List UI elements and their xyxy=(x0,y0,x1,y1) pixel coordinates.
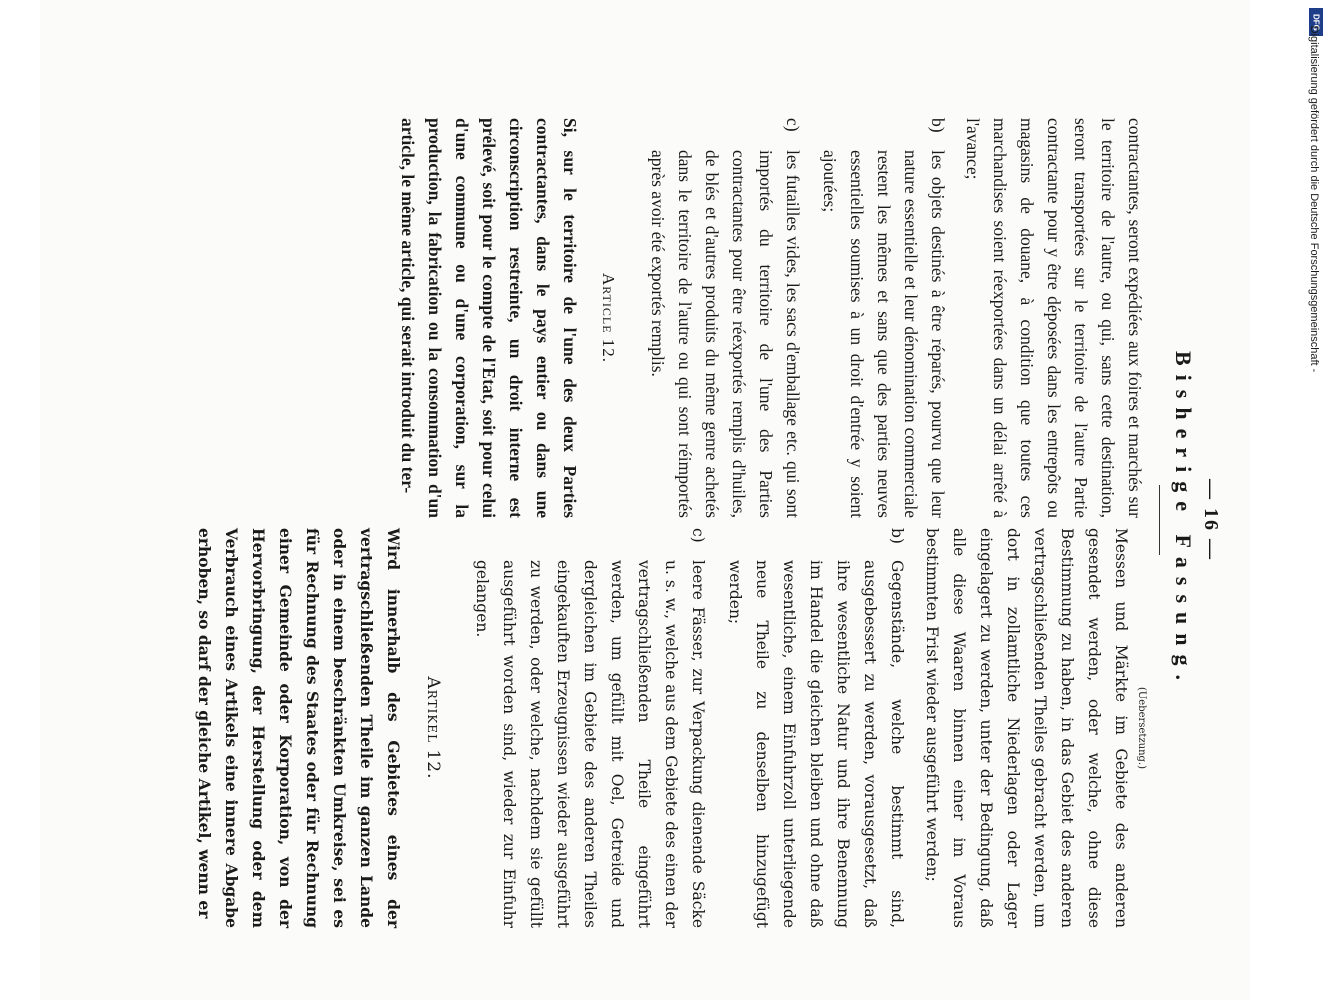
german-item-c xyxy=(468,528,711,928)
title-rule xyxy=(1159,485,1160,555)
page-number: — 16 — xyxy=(1200,479,1222,561)
item-text: les objets destinés à être réparés, pourvu que leur nature essentielle et leur dénomination commerciale restent les mêmes et sans que des parties neuves essentielles soumises à un droit d'entrée y soient ajoutées; xyxy=(820,150,948,518)
french-article-heading: Article 12. xyxy=(599,272,618,364)
section-title: Bisherige Fassung. xyxy=(1171,350,1196,690)
funding-note xyxy=(1306,10,1322,390)
item-marker: c) xyxy=(689,528,707,543)
french-item-c xyxy=(644,118,806,518)
french-article-text: Si, sur le territoire de l'une des deux Parties contractantes, dans le pays entier ou dans une circonscription restreinte, un droit interne est prélevé, soit pour le compte de l'Etat, soit pour celui d'une commune ou d'une corporation, sur la production, la fabrication ou la consommation d'un article, le même article, qui serait introduit du ter- xyxy=(398,118,580,518)
item-marker: b) xyxy=(888,528,906,544)
translation-note: (Uebersetzung.) xyxy=(1136,686,1147,770)
german-column xyxy=(183,528,1148,928)
french-column xyxy=(386,118,1148,518)
item-text: Gegenstände, welche bestimmt sind, ausgebessert zu werden, vorausgesetzt, daß ihre wesentliche Natur und ihre Benennung im Handel die gleichen bleiben und ohne daß wesentliche, einem Einfuhrzoll unterliegende neue Theile zu denselben hinzugefügt werden; xyxy=(726,560,906,928)
dfg-logo-icon: DFG xyxy=(1309,8,1323,36)
scanned-page xyxy=(40,0,1250,1000)
german-continuation: Messen und Märkte im Gebiete des anderen gesendet werden, oder welche, ohne diese Bestimmung zu haben, in das Gebiet des anderen vertragschließenden Theiles gebracht werden, um dort in zollamtliche Niederlagen oder Lager eingelagert zu werden, unter der Bedingung, daß alle diese Waaren binnen einer im Voraus bestimmten Frist wieder ausgeführt werden; xyxy=(923,528,1130,928)
item-text: leere Fässer, zur Verpackung dienende Säcke u. s. w., welche aus dem Gebiete des einen der vertragschließenden Theile eingeführt werden, um gefüllt mit Oel, Getreide und dergleichen im Gebiete des anderen Theiles eingekauften Erzeugnissen wieder ausgeführt zu werden, oder welche, nachdem sie gefüllt ausgeführt worden sind, wieder zur Einfuhr gelangen. xyxy=(473,560,707,928)
item-text: les futailles vides, les sacs d'emballage etc. qui sont importés du territoire de l'une des Parties contractantes pour être réexportés remplis d'huiles, de blés et d'autres produits du même genre achetés dans le territoire de l'autre ou qui sont réimportés après avoir été exportés remplis. xyxy=(648,150,803,518)
german-article-heading: Artikel 12. xyxy=(423,676,443,780)
item-marker: c) xyxy=(783,118,803,132)
funding-note-text: Digitalisierung gefördert durch die Deutsche Forschungsgemeinschaft - xyxy=(1308,25,1320,373)
german-article-text: Wird innerhalb des Gebietes eines der vertragschließenden Theile im ganzen Lande oder in einem beschränkten Umkreise, sei es für Rechnung des Staates oder für Rechnung einer Gemeinde oder Korporation, von der Hervorbringung, der Herstellung oder dem Verbrauch eines Artikels eine innere Abgabe erhoben, so darf der gleiche Artikel, wenn er xyxy=(195,528,403,928)
french-continuation: contractantes, seront expédiées aux foires et marchés sur le territoire de l'autre, ou qui, sans cette destination, seront transportées sur le territoire de l'autre Partie contractante pour y être déposées dans les entrepôts ou magasins de douane, à condition que toutes ces marchandises soient réexportées dans un délai arrêté à l'avance; xyxy=(963,118,1145,518)
rotated-page xyxy=(140,90,1230,950)
item-marker: b) xyxy=(928,118,948,133)
french-item-b xyxy=(816,118,951,518)
german-item-b xyxy=(721,528,910,928)
